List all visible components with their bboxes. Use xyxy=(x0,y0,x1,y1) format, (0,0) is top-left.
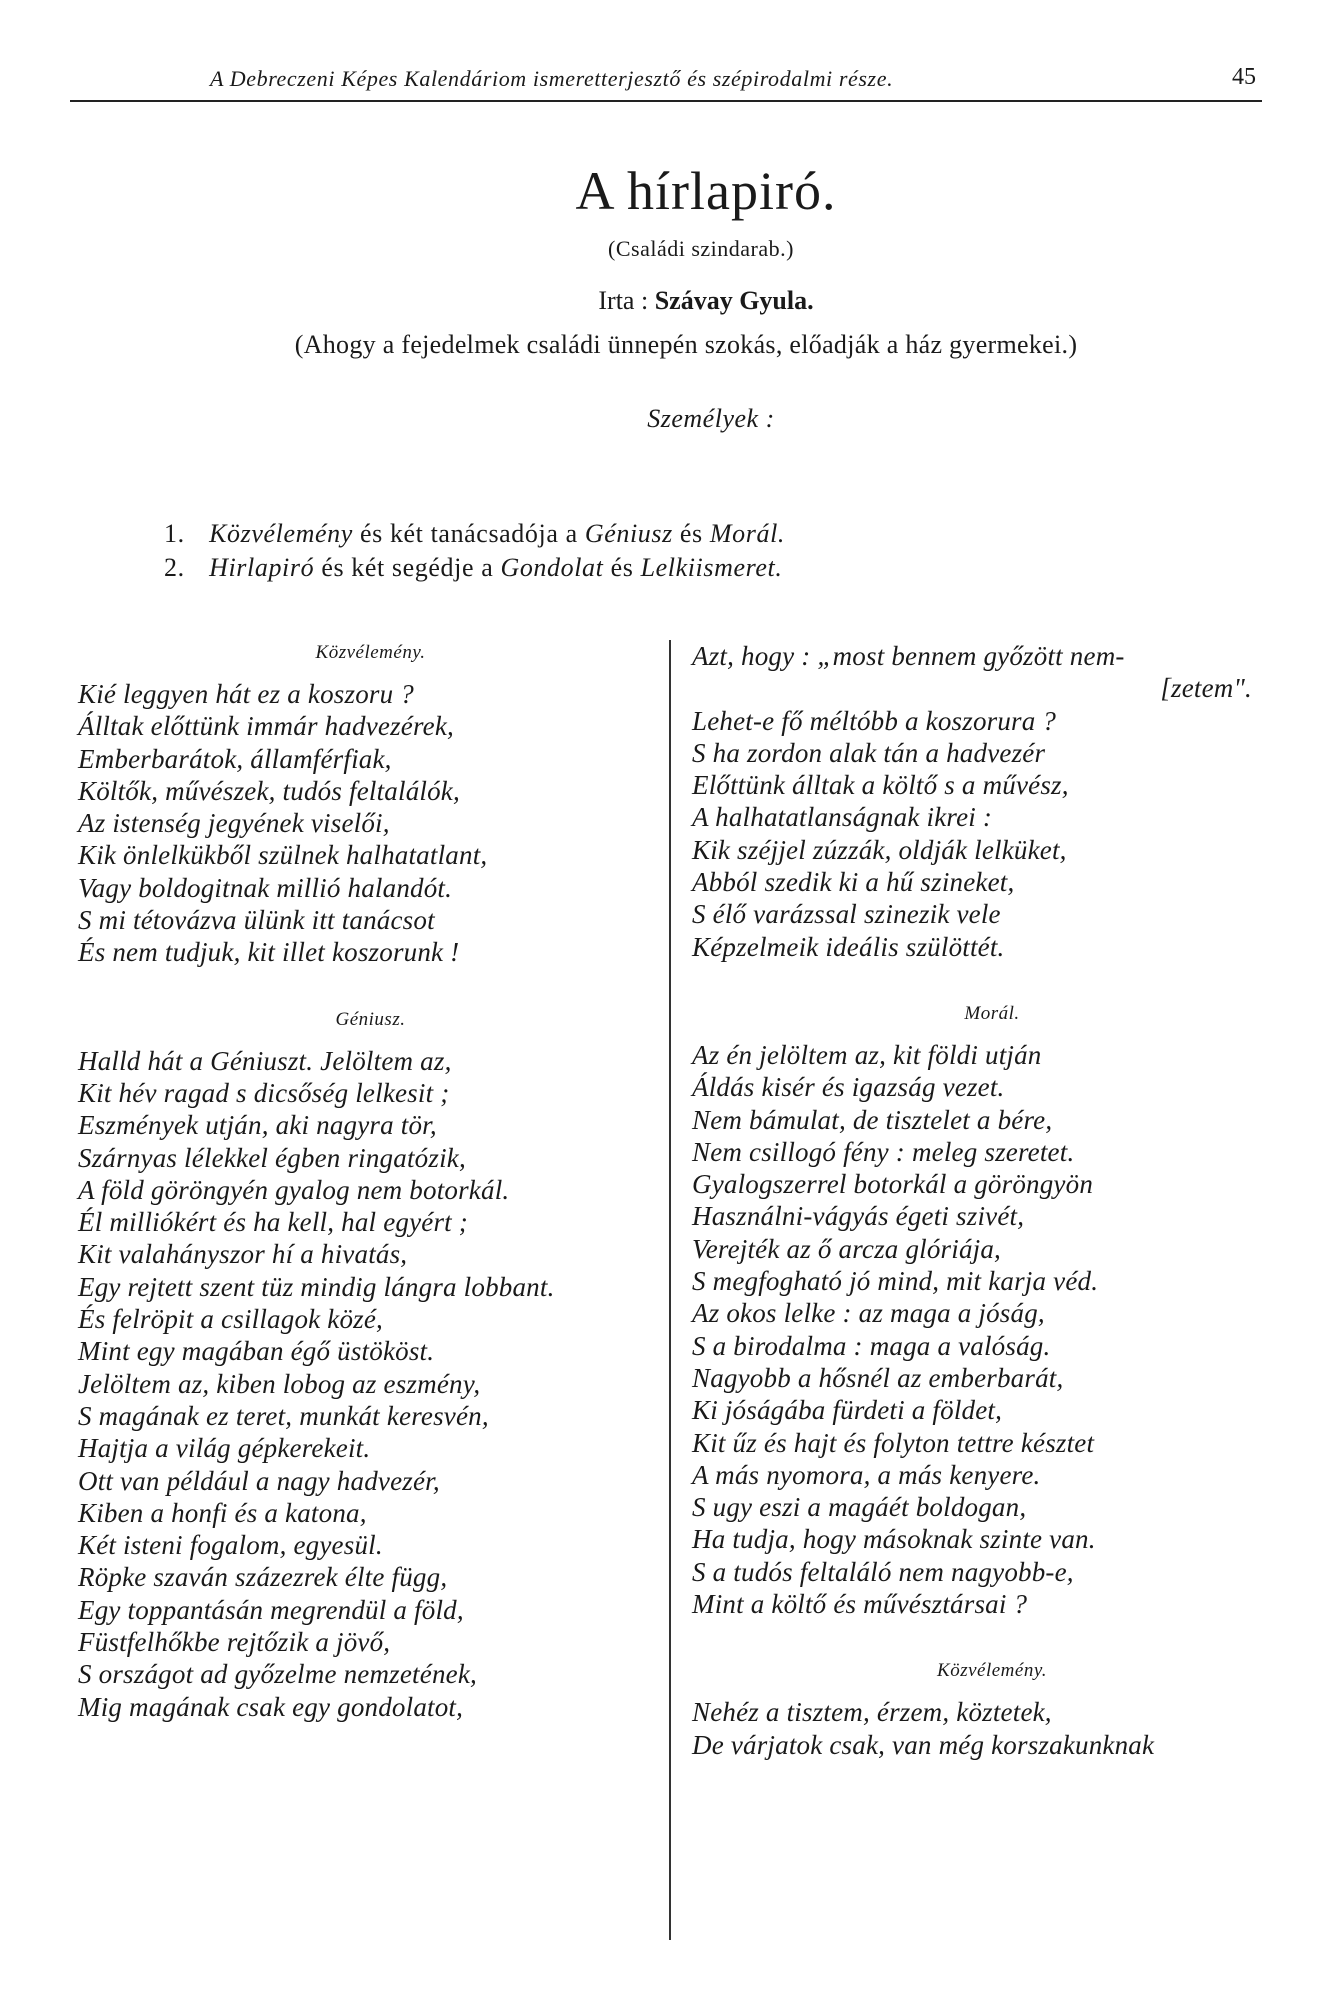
verse-line: Képzelmeik ideális szülöttét. xyxy=(692,931,1005,962)
verse-line: Mint egy magában égő üstököst. xyxy=(78,1336,435,1367)
verse-line: Áldás kisér és igazság vezet. xyxy=(692,1072,1005,1103)
right-column xyxy=(692,640,1292,1761)
person-role: Hirlapiró xyxy=(209,553,315,582)
verse-line: Kik széjjel zúzzák, oldják lelküket, xyxy=(692,834,1067,865)
verse-line: S országot ad győzelme nemzetének, xyxy=(78,1659,477,1690)
author-prefix: Irta : xyxy=(598,286,649,315)
verse-line: [zetem". xyxy=(1160,673,1252,704)
person-desc: és két segédje a xyxy=(321,553,494,582)
person-number: 1. xyxy=(164,519,185,548)
verse-line: Az én jelöltem az, kit földi utján xyxy=(692,1039,1042,1070)
person-assistant: Morál. xyxy=(709,519,785,548)
author-name: Szávay Gyula. xyxy=(654,286,814,315)
verse-line: Él milliókért és ha kell, hal egyért ; xyxy=(78,1207,468,1238)
verse-line: S a birodalma : maga a valóság. xyxy=(692,1330,1051,1361)
person-conj: és xyxy=(610,553,634,582)
verse-line: Kik önlelkükből szülnek halhatatlant, xyxy=(78,840,488,871)
verse-line: Az okos lelke : az maga a jóság, xyxy=(692,1298,1045,1329)
verse-line: Mig magának csak egy gondolatot, xyxy=(78,1691,464,1722)
verse-line: Azt, hogy : „most bennem győzött nem- xyxy=(692,641,1125,671)
verse-line: Verejték az ő arcza glóriája, xyxy=(692,1233,1002,1264)
verse-line: Gyalogszerrel botorkál a göröngyön xyxy=(692,1169,1094,1200)
person-role: Közvélemény xyxy=(209,519,353,548)
persons-heading: Személyek : xyxy=(647,404,775,433)
verse-line: Egy toppantásán megrendül a föld, xyxy=(78,1594,464,1625)
verse-line: Jelöltem az, kiben lobog az eszmény, xyxy=(78,1368,481,1399)
person-assistant: Géniusz xyxy=(584,519,673,548)
play-title: A hírlapiró. xyxy=(575,161,837,221)
speaker-name: Közvélemény. xyxy=(937,1660,1047,1682)
verse-line: De várjatok csak, van még korszakunknak xyxy=(692,1729,1155,1760)
verse-line: És felröpit a csillagok közé, xyxy=(78,1304,384,1335)
verse-line: Abból szedik ki a hű szineket, xyxy=(692,867,1015,898)
running-header xyxy=(70,64,1262,102)
verse-line: S a tudós feltaláló nem nagyobb-e, xyxy=(692,1556,1074,1587)
verse-line: Használni-vágyás égeti szivét, xyxy=(692,1201,1025,1232)
persons-list xyxy=(164,517,785,585)
person-entry xyxy=(164,551,785,585)
play-subtitle: (Családi szindarab.) xyxy=(608,236,794,261)
verse-line: És nem tudjuk, kit illet koszorunk ! xyxy=(78,937,460,968)
verse-line: A föld göröngyén gyalog nem botorkál. xyxy=(78,1174,510,1205)
speaker-name: Géniusz. xyxy=(335,1008,406,1030)
verse-line: S élő varázssal szinezik vele xyxy=(692,899,1001,930)
verse-line: S megfogható jó mind, mit karja véd. xyxy=(692,1266,1099,1297)
verse-line: A más nyomora, a más kenyere. xyxy=(692,1459,1041,1490)
verse-line: S magának ez teret, munkát keresvén, xyxy=(78,1400,489,1431)
verse-line: S ugy eszi a magáét boldogan, xyxy=(692,1492,1027,1523)
verse-line: Szárnyas lélekkel égben ringatózik, xyxy=(78,1142,466,1173)
verse-line: Mint a költő és művésztársai ? xyxy=(692,1589,1028,1620)
verse-line: A halhatatlanságnak ikrei : xyxy=(692,802,993,833)
verse-line: Halld hát a Géniuszt. Jelöltem az, xyxy=(78,1045,452,1076)
title-block xyxy=(0,160,1332,434)
person-assistant: Gondolat xyxy=(500,553,604,582)
running-title: A Debreczeni Képes Kalendáriom ismeretterjesztő és szépirodalmi része. xyxy=(210,66,894,91)
verse-line: Kit hév ragad s dicsőség lelkesit ; xyxy=(78,1077,450,1108)
page-number: 45 xyxy=(1232,64,1256,90)
verse-line: Füstfelhőkbe rejtőzik a jövő, xyxy=(78,1627,391,1658)
verse-line: Előttünk álltak a költő s a művész, xyxy=(692,770,1069,801)
verse-line: Költők, művészek, tudós feltalálók, xyxy=(78,775,460,806)
verse-line: Ha tudja, hogy másoknak szinte van. xyxy=(692,1524,1096,1555)
verse-line: Nem csillogó fény : meleg szeretet. xyxy=(692,1136,1075,1167)
verse-line: Ki jóságába fürdeti a földet, xyxy=(692,1395,1003,1426)
verse-line: Álltak előttünk immár hadvezérek, xyxy=(78,711,454,742)
verse-line: Eszmények utján, aki nagyra tör, xyxy=(78,1110,437,1141)
verse-line: S ha zordon alak tán a hadvezér xyxy=(692,737,1046,768)
verse-line: Lehet-e fő méltóbb a koszorura ? xyxy=(692,705,1057,736)
verse-line: Nehéz a tisztem, érzem, köztetek, xyxy=(692,1697,1052,1728)
person-conj: és xyxy=(679,519,703,548)
verse-line: S mi tétovázva ülünk itt tanácsot xyxy=(78,905,435,936)
performance-note: (Ahogy a fejedelmek családi ünnepén szokás, előadják a ház gyermekei.) xyxy=(294,330,1078,359)
verse-line: Kit valahányszor hí a hivatás, xyxy=(78,1239,408,1270)
verse-line: Egy rejtett szent tüz mindig lángra lobbant. xyxy=(78,1271,555,1302)
verse-line: Röpke szaván százezrek élte függ, xyxy=(78,1562,448,1593)
verse-line: Két isteni fogalom, egyesül. xyxy=(78,1530,383,1561)
verse-line: Emberbarátok, államférfiak, xyxy=(78,743,392,774)
verse-line: Kiben a honfi és a katona, xyxy=(78,1497,367,1528)
left-column xyxy=(78,640,663,1723)
person-desc: és két tanácsadója a xyxy=(359,519,578,548)
person-number: 2. xyxy=(164,553,185,582)
column-divider xyxy=(669,640,671,1940)
person-assistant: Lelkiismeret. xyxy=(640,553,783,582)
verse-line: Nem bámulat, de tisztelet a bére, xyxy=(692,1104,1053,1135)
verse-line: Ott van például a nagy hadvezér, xyxy=(78,1465,440,1496)
verse-line: Kit űz és hajt és folyton tettre késztet xyxy=(692,1427,1095,1458)
author-line xyxy=(0,286,1332,316)
verse-line: Hajtja a világ gépkerekeit. xyxy=(78,1433,371,1464)
verse-line: Nagyobb a hősnél az emberbarát, xyxy=(692,1362,1064,1393)
verse-line: Vagy boldogitnak millió halandót. xyxy=(78,872,453,903)
verse-line: Kié leggyen hát ez a koszoru ? xyxy=(78,679,414,709)
speaker-name: Közvélemény. xyxy=(315,642,426,663)
speaker-name: Morál. xyxy=(964,1002,1020,1024)
verse-line: Az istenség jegyének viselői, xyxy=(78,808,390,839)
person-entry xyxy=(164,517,785,551)
